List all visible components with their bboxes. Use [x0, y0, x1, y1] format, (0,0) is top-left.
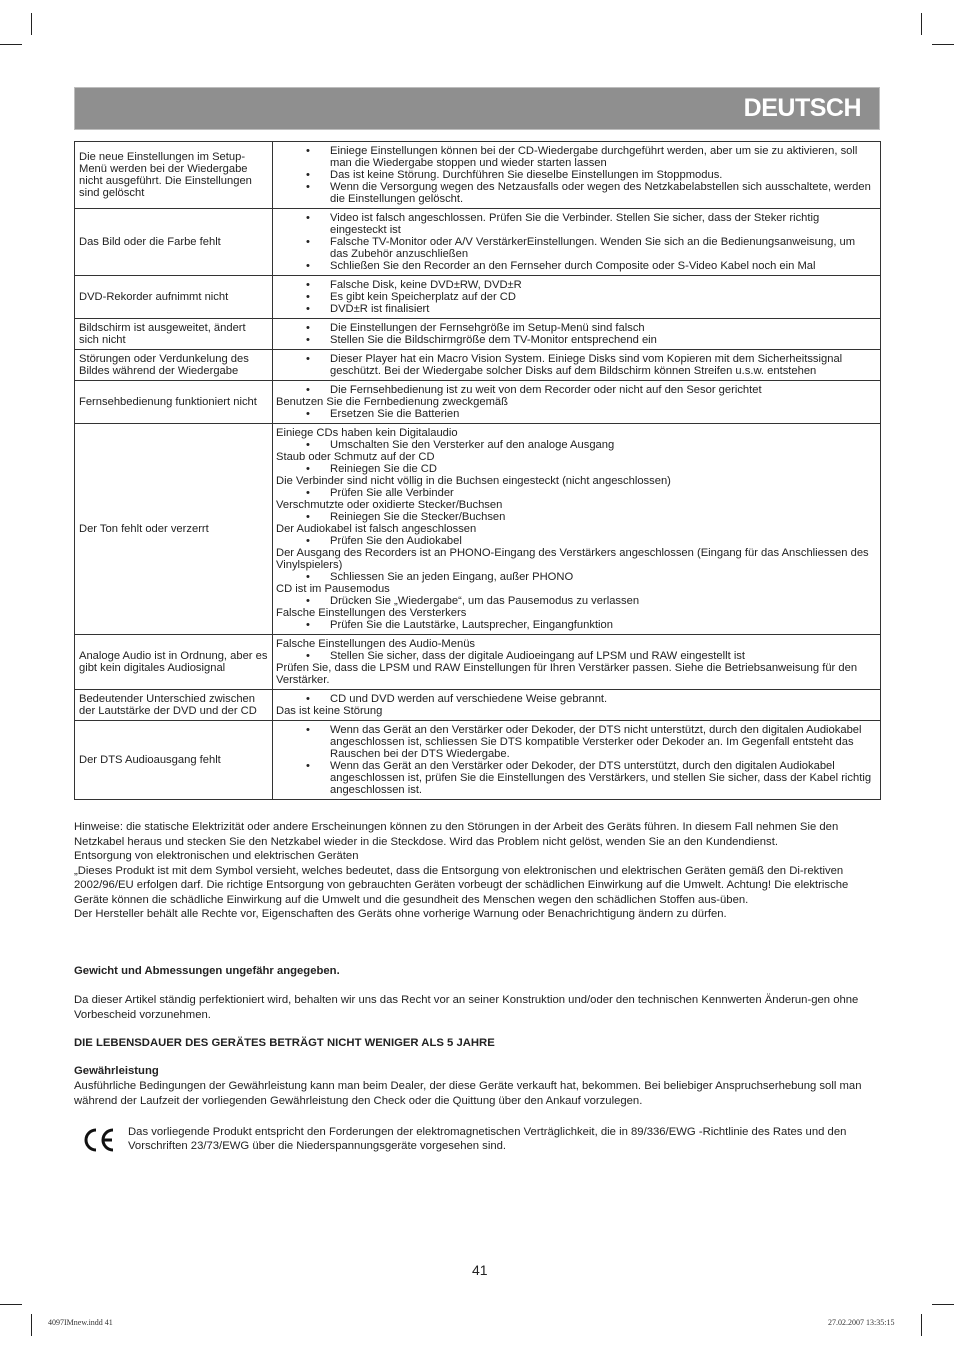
page-number: 41 — [472, 1262, 488, 1278]
notes-block — [74, 820, 882, 922]
problem-cell: Bedeutender Unterschied zwischen der Lautstärke der DVD und der CD — [75, 690, 273, 721]
lifetime-note: DIE LEBENSDAUER DES GERÄTES BETRÄGT NICHT WENIGER ALS 5 JAHRE — [74, 1037, 495, 1049]
bullet-dot: • — [306, 571, 310, 583]
bullet-text: Video ist falsch angeschlossen. Prüfen Sie die Verbinder. Stellen Sie sicher, dass der Steker richtig eingesteckt ist — [330, 212, 820, 236]
bullet-text: Schliessen Sie an jeden Eingang, außer PHONO — [330, 571, 574, 583]
bullet-item — [276, 511, 876, 523]
solution-cell — [273, 350, 881, 381]
crop-mark — [932, 1304, 954, 1305]
crop-mark — [31, 1314, 32, 1336]
problem-cell: DVD-Rekorder aufnimmt nicht — [75, 276, 273, 319]
bullet-text: Wenn das Gerät an den Verstärker oder Dekoder, der DTS unterstützt, durch den digitalen Audiokabel angeschlossen ist, prüfen Sie die Einstellungen des Verstärkers, und stellen Sie sicher, dass der Kabel richtig angeschlossen ist. — [330, 760, 872, 796]
bullet-text: Prüfen Sie den Audiokabel — [330, 535, 462, 547]
bullet-item — [276, 535, 876, 547]
bullet-dot: • — [306, 322, 310, 334]
bullet-text: Prüfen Sie die Lautstärke, Lautsprecher, Eingangfunktion — [330, 619, 613, 631]
plain-line: Einiege CDs haben kein Digitalaudio — [276, 427, 458, 439]
table-row — [75, 721, 881, 800]
bullet-text: Die Fernsehbedienung ist zu weit von dem Recorder oder nicht auf den Sesor gerichtet — [330, 384, 762, 396]
date-slug: 27.02.2007 13:35:15 — [828, 1318, 895, 1327]
bullet-item — [276, 322, 876, 334]
table-row — [75, 142, 881, 209]
bullet-text: Es gibt kein Speicherplatz auf der CD — [330, 291, 516, 303]
note-static-electricity: Hinweise: die statische Elektrizität oder andere Erscheinungen können zu den Störungen in der Arbeit des Geräts führen. In diesem Fall nehmen Sie den Netzkabel heraus und stecken Sie den Netzkabel wieder in die Steckdose. Wird das Problem nicht gelöst, wenden Sie an den Kundendienst. — [74, 821, 839, 848]
bullet-text: Drücken Sie „Wiedergabe“, um das Pausemodus zu verlassen — [330, 595, 640, 607]
crop-mark — [921, 13, 922, 35]
bullet-text: Wenn die Versorgung wegen des Netzausfalls oder wegen des Netzkabelabstellen sich ausschaltete, werden die Einstellungen gelöscht. — [330, 181, 871, 205]
plain-line: Falsche Einstellungen des Audio-Menüs — [276, 638, 476, 650]
plain-line: Benutzen Sie die Fernbedienung zweckgemäß — [276, 396, 508, 408]
troubleshooting-table — [74, 141, 881, 800]
table-row — [75, 690, 881, 721]
bullet-dot: • — [306, 145, 310, 157]
bullet-dot: • — [306, 353, 310, 365]
note-disposal-text: „Dieses Produkt ist mit dem Symbol versieht, welches bedeutet, dass die Entsorgung von elektronischen und elektrischen Geräten gemäß den Di-rektiven 2002/96/EU erfolgen darf. Die richtige Entsorgung von gebrauchten Geräten vorbeugt der schädlichen Einwirkung auf die Umwelt. Achtung! Die elektrische Geräte können die schädliche Einwirkung auf die Umwelt und die gesundheit des Menschen wegen den schädlichen Stoffen aus-üben. — [74, 864, 849, 906]
bullet-item — [276, 303, 876, 315]
bullet-item — [276, 487, 876, 499]
bullet-item — [276, 384, 876, 396]
crop-mark — [0, 1304, 22, 1305]
problem-cell: Der DTS Audioausgang fehlt — [75, 721, 273, 800]
bullet-dot: • — [306, 760, 310, 772]
solution-cell — [273, 424, 881, 635]
bullet-item — [276, 439, 876, 451]
bullet-item — [276, 650, 876, 662]
page-title: DEUTSCH — [743, 94, 861, 122]
plain-line: Prüfen Sie, dass die LPSM und RAW Einstellungen für Ihren Verstärker passen. Siehe die Betriebsanweisung für den Verstärker. — [276, 662, 858, 686]
bullet-item — [276, 353, 876, 377]
bullet-dot: • — [306, 303, 310, 315]
table-row — [75, 424, 881, 635]
bullet-text: Ersetzen Sie die Batterien — [330, 408, 460, 420]
bullet-item — [276, 571, 876, 583]
bullet-text: Stellen Sie sicher, dass der digitale Audioeingang auf LPSM und RAW eingestellt ist — [330, 650, 746, 662]
language-header — [75, 88, 879, 129]
bullet-dot: • — [306, 291, 310, 303]
bullet-dot: • — [306, 487, 310, 499]
bullet-item — [276, 169, 876, 181]
solution-cell — [273, 635, 881, 690]
bullet-dot: • — [306, 724, 310, 736]
weight-note: Gewicht und Abmessungen ungefähr angegeben. — [74, 965, 340, 977]
bullet-dot: • — [306, 439, 310, 451]
solution-cell — [273, 276, 881, 319]
solution-cell — [273, 381, 881, 424]
bullet-item — [276, 408, 876, 420]
problem-cell: Der Ton fehlt oder verzerrt — [75, 424, 273, 635]
bullet-item — [276, 279, 876, 291]
bullet-dot: • — [306, 650, 310, 662]
bullet-dot: • — [306, 511, 310, 523]
plain-line: Staub oder Schmutz auf der CD — [276, 451, 435, 463]
bullet-dot: • — [306, 595, 310, 607]
solution-cell — [273, 142, 881, 209]
bullet-item — [276, 145, 876, 169]
plain-line: Der Audiokabel ist falsch angeschlossen — [276, 523, 477, 535]
ce-mark-icon — [80, 1125, 116, 1155]
bullet-item — [276, 260, 876, 272]
bullet-dot: • — [306, 212, 310, 224]
problem-cell: Das Bild oder die Farbe fehlt — [75, 209, 273, 276]
bullet-item — [276, 291, 876, 303]
bullet-item — [276, 760, 876, 796]
plain-line: Das ist keine Störung — [276, 705, 383, 717]
bullet-text: Wenn das Gerät an den Verstärker oder Dekoder, der DTS nicht unterstützt, durch den digitalen Audiokabel angeschlossen ist, schliessen Sie DTS kompatible Versterker oder Dekoder an. Im Gegenfall entsteht das Rauschen bei der DTS Wiedergabe. — [330, 724, 862, 760]
problem-cell: Störungen oder Verdunkelung des Bildes während der Wiedergabe — [75, 350, 273, 381]
table-row — [75, 635, 881, 690]
note-rights: Der Hersteller behält alle Rechte vor, Eigenschaften des Geräts ohne vorherige Warnung oder Benachrichtigung ändern zu dürfen. — [74, 908, 727, 920]
bullet-dot: • — [306, 619, 310, 631]
bullet-dot: • — [306, 463, 310, 475]
problem-cell: Die neue Einstellungen im Setup-Menü werden bei der Wiedergabe nicht ausgeführt. Die Einstellungen sind gelöscht — [75, 142, 273, 209]
plain-line: Die Verbinder sind nicht völlig in die Buchsen eingesteckt (nicht angeschlossen) — [276, 475, 671, 487]
bullet-item — [276, 181, 876, 205]
bullet-dot: • — [306, 334, 310, 346]
table-row — [75, 381, 881, 424]
bullet-dot: • — [306, 279, 310, 291]
crop-mark — [932, 44, 954, 45]
bullet-text: CD und DVD werden auf verschiedene Weise gebrannt. — [330, 693, 608, 705]
bullet-dot: • — [306, 693, 310, 705]
bullet-item — [276, 693, 876, 705]
bullet-dot: • — [306, 169, 310, 181]
solution-cell — [273, 209, 881, 276]
bullet-text: Umschalten Sie den Versterker auf den analoge Ausgang — [330, 439, 615, 451]
solution-cell — [273, 690, 881, 721]
bullet-item — [276, 463, 876, 475]
bullet-dot: • — [306, 236, 310, 248]
file-slug: 4097IMnew.indd 41 — [48, 1318, 113, 1327]
bullet-dot: • — [306, 260, 310, 272]
bullet-text: Die Einstellungen der Fernsehgröße im Setup-Menü sind falsch — [330, 322, 645, 334]
warranty-title: Gewährleistung — [74, 1065, 159, 1077]
perfection-note: Da dieser Artikel ständig perfektioniert wird, behalten wir uns das Recht vor an seiner Konstruktion und/oder den technischen Kennwerten Änderun-gen ohne Vorbescheid vorzunehmen. — [74, 994, 859, 1021]
table-row — [75, 276, 881, 319]
plain-line: Der Ausgang des Recorders ist an PHONO-Eingang des Verstärkers angeschlossen (Eingang für das Anschliessen des Vinylspielers) — [276, 547, 869, 571]
table-row — [75, 350, 881, 381]
bullet-dot: • — [306, 384, 310, 396]
bullet-item — [276, 212, 876, 236]
bullet-text: Falsche Disk, keine DVD±RW, DVD±R — [330, 279, 522, 291]
solution-cell — [273, 721, 881, 800]
bullet-item — [276, 595, 876, 607]
warranty-text: Ausführliche Bedingungen der Gewährleistung kann man beim Dealer, der diese Geräte verkauft hat, bekommen. Bei beliebiger Anspruchserhebung soll man während der Laufzeit der vorliegenden Gewährleistung den Check oder die Quittung über den Ankauf vorzulegen. — [74, 1080, 862, 1107]
note-disposal-title: Entsorgung von elektronischen und elektrischen Geräten — [74, 850, 359, 862]
bullet-text: Falsche TV-Monitor oder A/V VerstärkerEinstellungen. Wenden Sie sich an die Bedienungsanweisung, um das Zubehör anzuschließen — [330, 236, 856, 260]
crop-mark — [31, 13, 32, 35]
bullet-dot: • — [306, 535, 310, 547]
table-row — [75, 319, 881, 350]
bullet-item — [276, 334, 876, 346]
ce-compliance-text: Das vorliegende Produkt entspricht den Forderungen der elektromagnetischen Verträglichkeit, die in 89/336/EWG -Richtlinie des Rates und den Vorschriften 23/73/EWG über die Niederspannungsgeräte vorgesehen sind. — [128, 1126, 847, 1152]
bullet-text: Reiniegen Sie die Stecker/Buchsen — [330, 511, 506, 523]
problem-cell: Fernsehbedienung funktioniert nicht — [75, 381, 273, 424]
bullet-dot: • — [306, 408, 310, 420]
solution-cell — [273, 319, 881, 350]
bullet-text: Einiege Einstellungen können bei der CD-Wiedergabe durchgeführt werden, aber um sie zu aktivieren, soll man die Wiedergabe stoppen und wieder starten lassen — [330, 145, 858, 169]
problem-cell: Bildschirm ist ausgeweitet, ändert sich nicht — [75, 319, 273, 350]
plain-line: CD ist im Pausemodus — [276, 583, 390, 595]
crop-mark — [0, 44, 22, 45]
bullet-text: Das ist keine Störung. Durchführen Sie dieselbe Einstellungen im Stoppmodus. — [330, 169, 723, 181]
bullet-item — [276, 724, 876, 760]
bullet-text: Stellen Sie die Bildschirmgröße dem TV-Monitor entsprechend ein — [330, 334, 657, 346]
bullet-text: Prüfen Sie alle Verbinder — [330, 487, 454, 499]
table-row — [75, 209, 881, 276]
bullet-text: Reiniegen Sie die CD — [330, 463, 437, 475]
bullet-text: Schließen Sie den Recorder an den Fernseher durch Composite oder S-Video Kabel noch ein Mal — [330, 260, 816, 272]
problem-cell: Analoge Audio ist in Ordnung, aber es gibt kein digitales Audiosignal — [75, 635, 273, 690]
bullet-text: Dieser Player hat ein Macro Vision System. Einiege Disks sind vom Kopieren mit dem Sicherheitssignal geschützt. Bei der Wiedergabe solcher Disks auf dem Bildschirm können Streifen u.s.w. entstehen — [330, 353, 843, 377]
bullet-item — [276, 619, 876, 631]
crop-mark — [921, 1314, 922, 1336]
bullet-item — [276, 236, 876, 260]
bullet-dot: • — [306, 181, 310, 193]
plain-line: Falsche Einstellungen des Versterkers — [276, 607, 467, 619]
bullet-text: DVD±R ist finalisiert — [330, 303, 430, 315]
plain-line: Verschmutzte oder oxidierte Stecker/Buchsen — [276, 499, 503, 511]
